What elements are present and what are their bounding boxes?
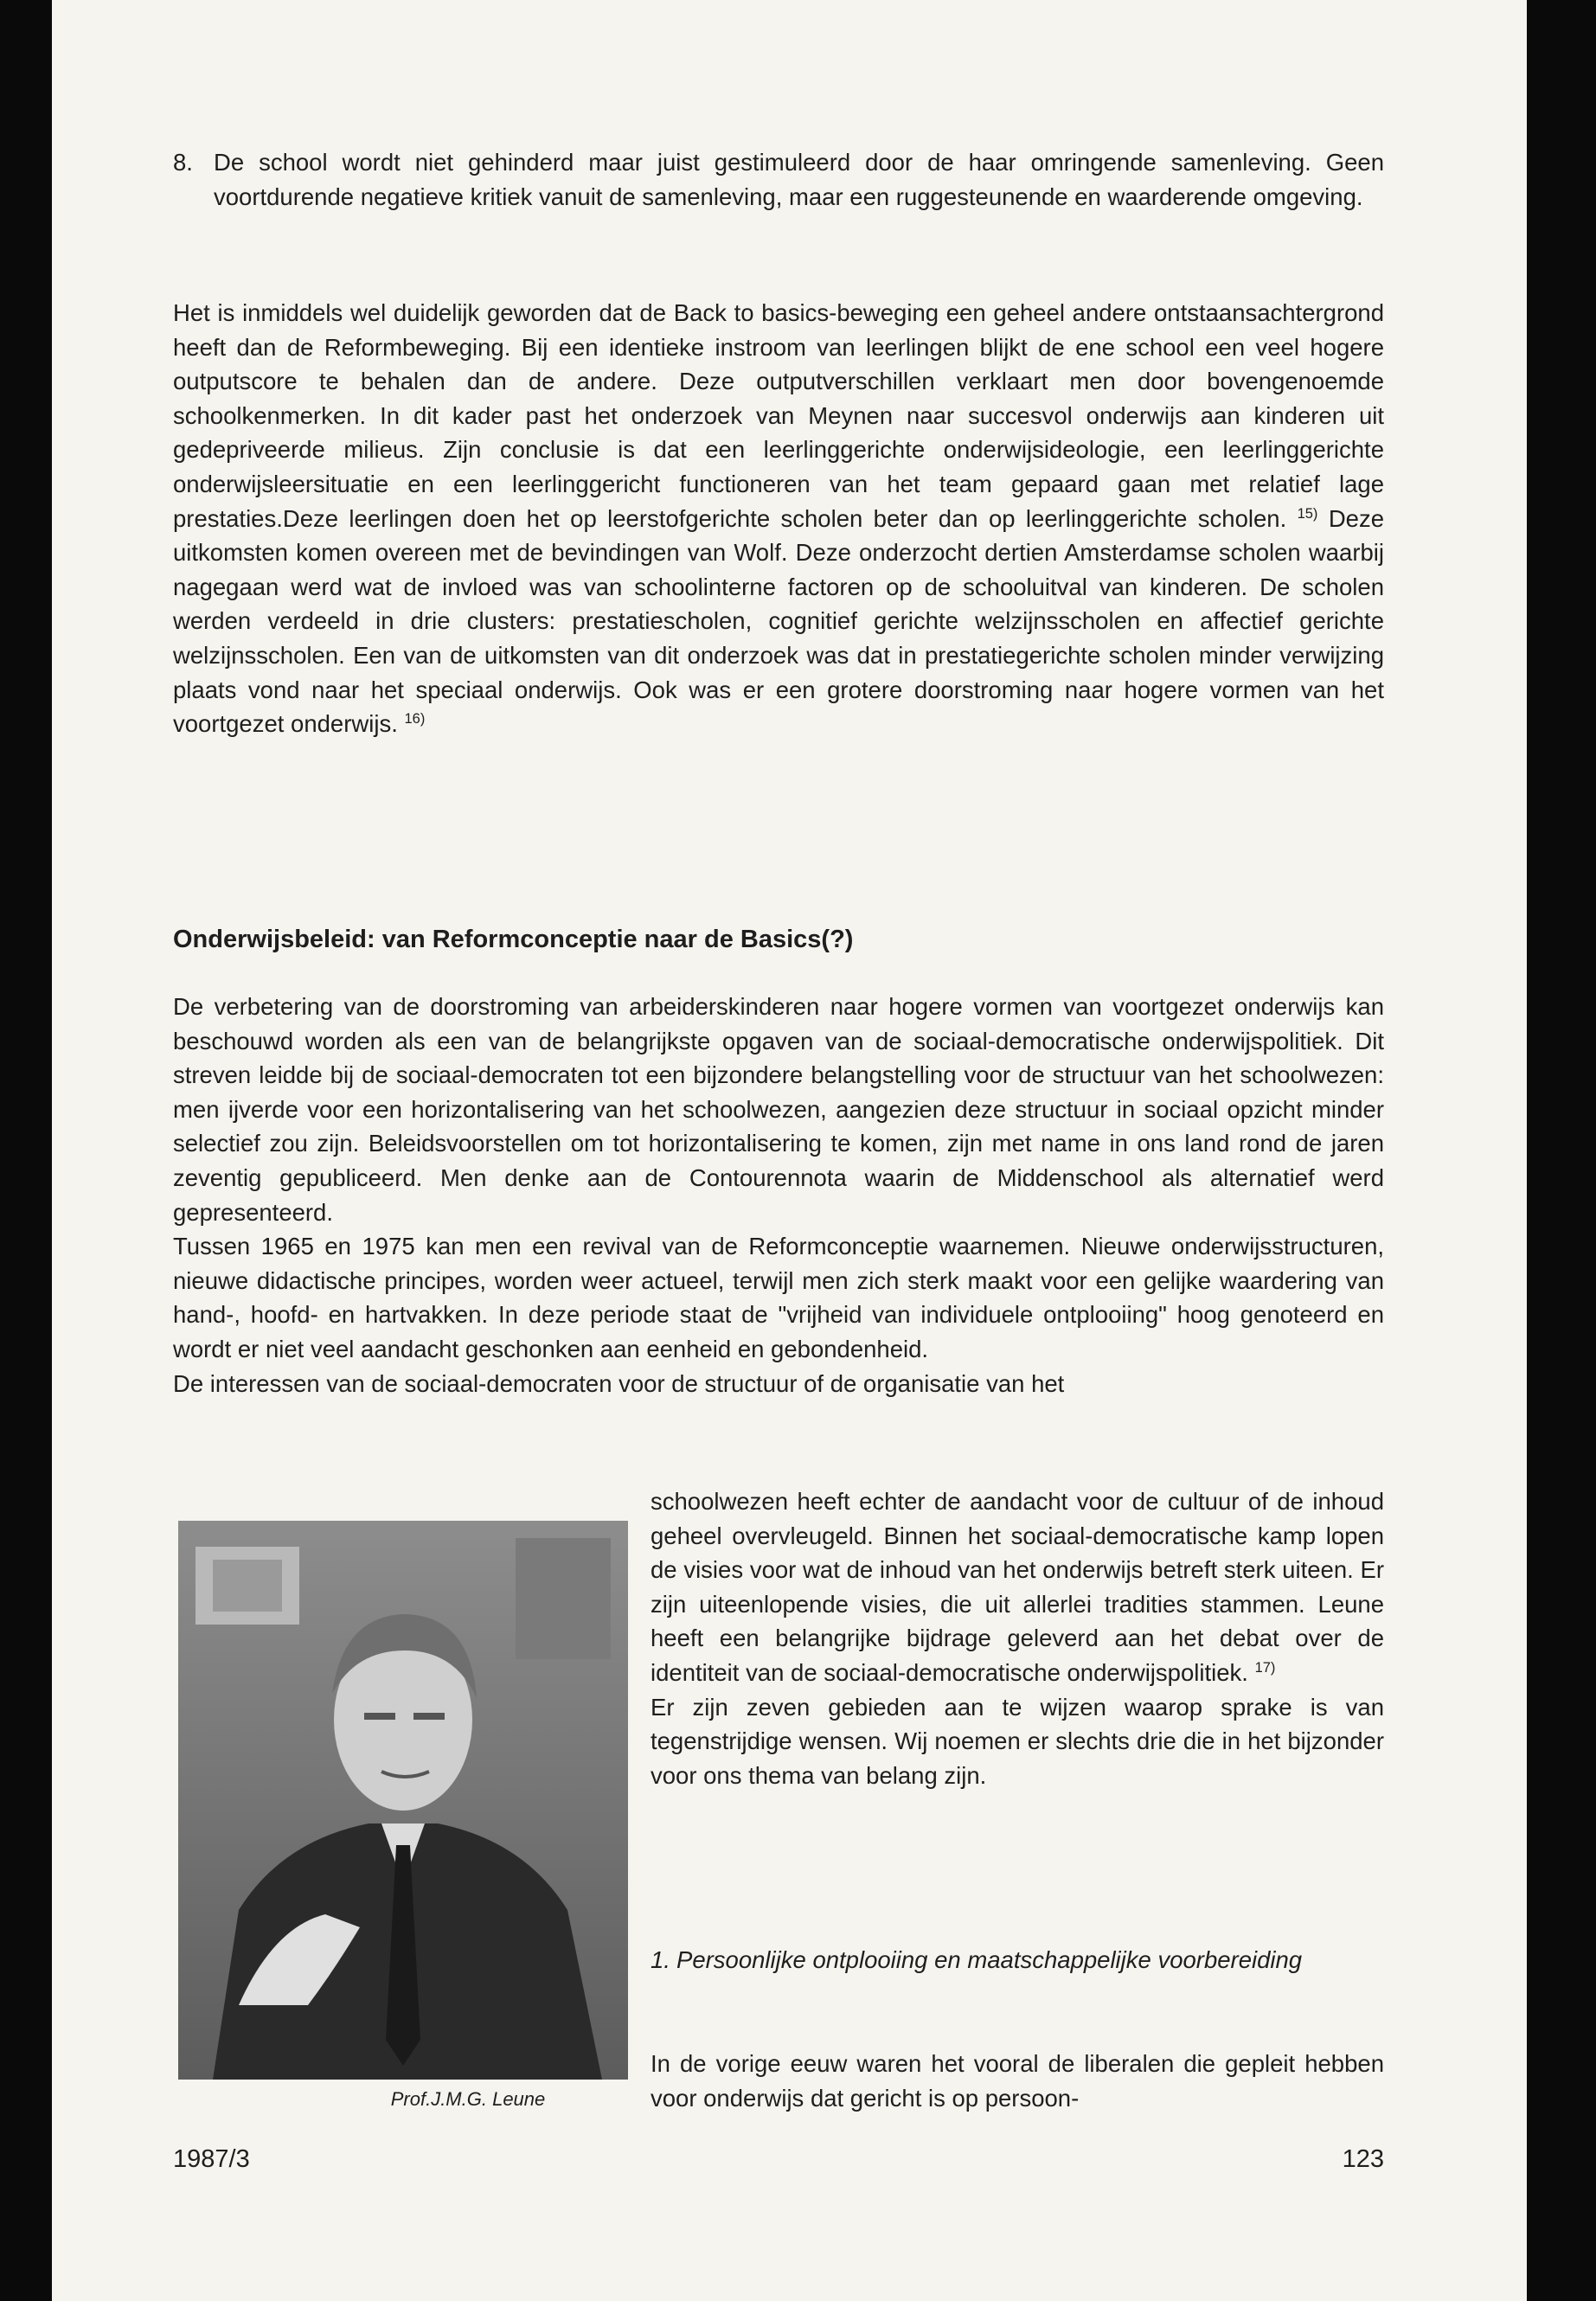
paragraph-liberalen: In de vorige eeuw waren het vooral de liberalen die gepleit hebben voor onderwijs dat gericht is op persoon- (651, 2050, 1384, 2112)
paragraph-text: schoolwezen heeft echter de aandacht voor de cultuur of de inhoud geheel overvleugeld. Binnen het sociaal-democratische kamp lopen de visies voor wat de inhoud van het onderwijs betreft sterk uiteen. Er zijn uiteenlopende visies, die uit allerlei tradities stammen. Leune heeft een belangrijke bijdrage geleverd aan het debat over de identiteit van de sociaal-democratische onderwijspolitiek. (651, 1488, 1384, 1686)
list-item-number: 1. (651, 1946, 670, 1973)
paragraph-interessen-rest (651, 1484, 1384, 1690)
list-item-text: De school wordt niet gehinderd maar juist gestimuleerd door de haar omringende samenleving. Geen voortdurende negatieve kritiek vanuit de samenleving, maar een ruggesteunende en waarderende omgeving. (214, 149, 1384, 210)
paragraph-gebieden: Er zijn zeven gebieden aan te wijzen waarop sprake is van tegenstrijdige wensen. Wij noemen er slechts drie die in het bijzonder voor ons thema van belang zijn. (651, 1693, 1384, 1789)
list-item-text: Persoonlijke ontplooiing en maatschappelijke voorbereiding (676, 1946, 1303, 1973)
footnote-ref-17: 17) (1254, 1659, 1276, 1676)
paragraph-back-to-basics (173, 296, 1384, 741)
portrait-photo (178, 1521, 628, 2080)
photo-figure (178, 1521, 628, 2111)
footnote-ref-16: 16) (404, 710, 426, 727)
document-page (52, 0, 1527, 2301)
page-number: 123 (1342, 2145, 1384, 2173)
footnote-ref-15: 15) (1297, 505, 1318, 522)
list-item-1 (651, 1943, 1384, 1977)
paragraph-text: Deze uitkomsten komen overeen met de bevindingen van Wolf. Deze onderzocht dertien Amsterdamse scholen waarbij nagegaan werd wat de invloed was van schoolinterne factoren op de schooluitval van kinderen. De scholen werden verdeeld in drie clusters: prestatiescholen, cognitief gerichte welzijnsscholen en affectief gerichte welzijnsscholen. Een van de uitkomsten van dit onderzoek was dat in prestatiegerichte scholen minder verwijzing plaats vond naar het speciaal onderwijs. Ook was er een grotere doorstroming naar hogere vormen van het voortgezet onderwijs. (173, 504, 1385, 738)
photo-caption: Prof.J.M.G. Leune (390, 2088, 546, 2110)
paragraph-text: Het is inmiddels wel duidelijk geworden dat de Back to basics-beweging een geheel andere ontstaansachtergrond heeft dan de Reformbeweging. Bij een identieke instroom van leerlingen blijkt de ene school een veel hogere outputscore te behalen dan de andere. Deze outputverschillen verklaart men door bovengenoemde schoolkenmerken. In dit kader past het onderzoek van Meynen naar succesvol onderwijs aan kinderen uit gedepriveerde milieus. Zijn conclusie is dat een leerlinggerichte onderwijsideologie, een leerlinggerichte onderwijsleersituatie en een leerlinggericht functioneren van het team gepaard gaan met relatief lage prestaties.Deze leerlingen doen het op leerstofgerichte scholen beter dan op leerlinggerichte scholen. (173, 299, 1384, 532)
paragraph-interessen-lead: De interessen van de sociaal-democraten voor de structuur of de organisatie van het (173, 1369, 1065, 1397)
section-body (173, 990, 1384, 1400)
paragraph-revival: Tussen 1965 en 1975 kan men een revival van de Reformconceptie waarnemen. Nieuwe onderwijsstructuren, nieuwe didactische principes, worden weer actueel, terwijl men zich sterk maakt voor een gelijke waardering van hand-, hoofd- en hartvakken. In deze periode staat de "vrijheid van individuele ontplooiing" hoog genoteerd en wordt er niet veel aandacht geschonken aan eenheid en gebondenheid. (173, 1233, 1384, 1362)
paragraph-doorstroming: De verbetering van de doorstroming van arbeiderskinderen naar hogere vormen van voortgezet onderwijs kan beschouwd worden als een van de belangrijkste opgaven van de sociaal-democratische onderwijspolitiek. Dit streven leidde bij de sociaal-democraten tot een bijzondere belangstelling voor de structuur van het schoolwezen: men ijverde voor een horizontalisering van het schoolwezen, aangezien deze structuur in sociaal opzicht minder selectief zou zijn. Beleidsvoorstellen om tot horizontalisering te komen, zijn met name in ons land rond de jaren zeventig gepubliceerd. Men denke aan de Contourennota waarin de Middenschool als alternatief werd gepresenteerd. (173, 993, 1384, 1226)
right-column (651, 1484, 1384, 1792)
section-heading: Onderwijsbeleid: van Reformconceptie naar de Basics(?) (173, 926, 854, 953)
list-item-8 (173, 145, 1384, 214)
issue-number: 1987/3 (173, 2145, 250, 2173)
list-item-number: 8. (173, 149, 193, 176)
